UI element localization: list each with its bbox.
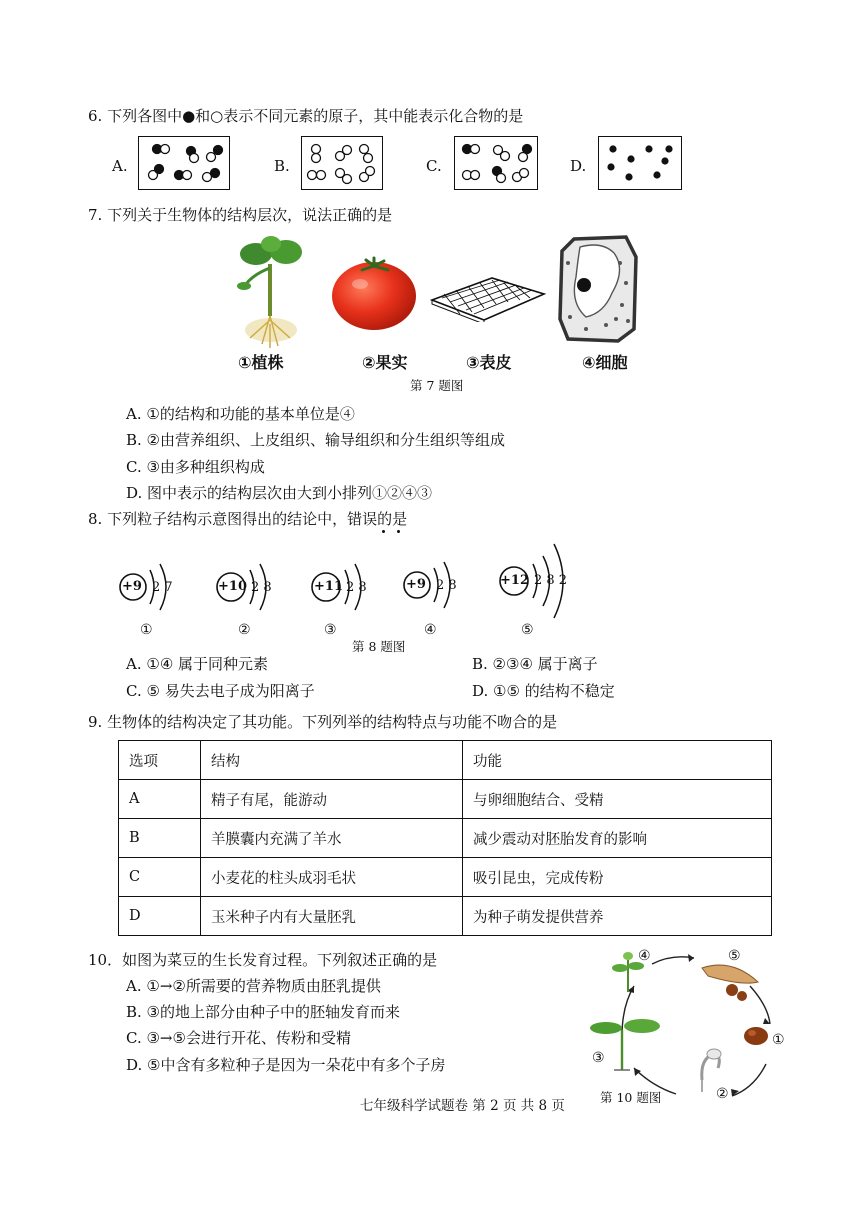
q8-p4-num: ④ xyxy=(424,622,437,638)
q8-particle-3 xyxy=(308,560,382,616)
q7-option-b: B. ②由营养组织、上皮组织、输导组织和分生组织等组成 xyxy=(126,431,506,449)
table-cell: 羊膜囊内充满了羊水 xyxy=(201,819,463,858)
q10-option-a: A. ①→②所需要的营养物质由胚乳提供 xyxy=(126,977,381,995)
q10-option-d: D. ⑤中含有多粒种子是因为一朵花中有多个子房 xyxy=(126,1056,446,1074)
q8-option-a: A. ①④ 属于同种元素 xyxy=(126,655,269,673)
q6-option-a-diagram xyxy=(138,136,230,190)
q7-label-plant: ①植株 xyxy=(238,353,284,372)
q8-p2-nucleus: +10 xyxy=(218,579,247,594)
q7-option-a: A. ①的结构和功能的基本单位是④ xyxy=(126,405,355,423)
q8-p4-nucleus: +9 xyxy=(406,577,426,592)
q10-lifecycle-figure xyxy=(582,946,792,1106)
table-cell: 为种子萌发提供营养 xyxy=(463,897,772,936)
q10-label-2: ② xyxy=(716,1086,729,1102)
q8-option-d: D. ①⑤ 的结构不稳定 xyxy=(472,682,615,700)
q8-p2-electrons: 2 8 xyxy=(251,580,272,595)
q10-label-1: ① xyxy=(772,1032,785,1048)
q8-particle-1 xyxy=(116,560,186,616)
q8-particle-4 xyxy=(400,558,474,614)
q8-p2-num: ② xyxy=(238,622,251,638)
q8-p3-electrons: 2 8 xyxy=(346,580,367,595)
q8-p4-electrons: 2 8 xyxy=(436,578,457,593)
q10-caption: 第 10 题图 xyxy=(600,1090,662,1105)
q8-p5-num: ⑤ xyxy=(521,622,534,638)
emphasis-dot xyxy=(397,530,400,533)
table-cell: 减少震动对胚胎发育的影响 xyxy=(463,819,772,858)
q10-label-3: ③ xyxy=(592,1050,605,1066)
q7-label-cell: ④细胞 xyxy=(582,353,628,372)
q6-option-b-label: B. xyxy=(274,157,290,175)
q8-caption: 第 8 题图 xyxy=(352,639,406,654)
table-cell: 玉米种子内有大量胚乳 xyxy=(201,897,463,936)
table-cell: 精子有尾，能游动 xyxy=(201,780,463,819)
q6-stem: 6. 下列各图中●和○表示不同元素的原子，其中能表示化合物的是 xyxy=(88,107,524,125)
q7-cell-image xyxy=(556,233,640,345)
table-row xyxy=(119,780,772,819)
q7-caption: 第 7 题图 xyxy=(410,378,464,393)
q8-p1-nucleus: +9 xyxy=(122,579,142,594)
q6-option-a-label: A. xyxy=(112,157,128,175)
table-row xyxy=(119,897,772,936)
table-cell: 吸引昆虫，完成传粉 xyxy=(463,858,772,897)
q8-p5-electrons: 2 8 2 xyxy=(534,573,568,588)
q7-plant-image xyxy=(232,234,312,349)
q6-option-d-diagram xyxy=(598,136,682,190)
q6-option-c-label: C. xyxy=(426,157,442,175)
q7-stem: 7. 下列关于生物体的结构层次，说法正确的是 xyxy=(88,206,393,224)
q10-option-b: B. ③的地上部分由种子中的胚轴发育而来 xyxy=(126,1003,401,1021)
q8-p3-nucleus: +11 xyxy=(314,579,343,594)
table-cell: 小麦花的柱头成羽毛状 xyxy=(201,858,463,897)
table-cell: A xyxy=(119,780,201,819)
q9-stem: 9. 生物体的结构决定了其功能。下列列举的结构特点与功能不吻合的是 xyxy=(88,713,558,731)
q8-p3-num: ③ xyxy=(324,622,337,638)
q8-p5-nucleus: +12 xyxy=(500,573,529,588)
table-header-cell: 选项 xyxy=(119,741,201,780)
emphasis-dot xyxy=(382,530,385,533)
q7-option-c: C. ③由多种组织构成 xyxy=(126,458,265,476)
q6-option-d-label: D. xyxy=(570,157,587,175)
q8-stem: 8. 下列粒子结构示意图得出的结论中，错误的是 xyxy=(88,510,408,528)
q10-stem: 10．如图为菜豆的生长发育过程。下列叙述正确的是 xyxy=(88,951,438,969)
table-cell: D xyxy=(119,897,201,936)
q6-option-c-diagram xyxy=(454,136,538,190)
q7-option-d: D. 图中表示的结构层次由大到小排列①②④③ xyxy=(126,484,433,502)
table-row xyxy=(119,819,772,858)
q8-p1-num: ① xyxy=(140,622,153,638)
q7-tomato-image xyxy=(330,252,418,332)
q9-table xyxy=(118,740,772,936)
q7-label-epidermis: ③表皮 xyxy=(466,353,512,372)
q6-option-b-diagram xyxy=(301,136,383,190)
table-cell: 与卵细胞结合、受精 xyxy=(463,780,772,819)
q10-label-5: ⑤ xyxy=(728,948,741,964)
q8-particle-2 xyxy=(213,560,287,616)
q8-particle-5 xyxy=(496,540,584,620)
table-cell: B xyxy=(119,819,201,858)
q7-epidermis-image xyxy=(430,276,546,322)
table-header-cell: 结构 xyxy=(201,741,463,780)
page-footer: 七年级科学试题卷 第 2 页 共 8 页 xyxy=(360,1098,565,1114)
q10-label-4: ④ xyxy=(638,948,651,964)
q7-label-fruit: ②果实 xyxy=(362,353,408,372)
table-header-cell: 功能 xyxy=(463,741,772,780)
table-cell: C xyxy=(119,858,201,897)
q8-p1-electrons: 2 7 xyxy=(152,580,173,595)
table-row xyxy=(119,858,772,897)
q8-option-c: C. ⑤ 易失去电子成为阳离子 xyxy=(126,682,315,700)
q8-option-b: B. ②③④ 属于离子 xyxy=(472,655,598,673)
table-header-row xyxy=(119,741,772,780)
q10-option-c: C. ③→⑤会进行开花、传粉和受精 xyxy=(126,1029,351,1047)
